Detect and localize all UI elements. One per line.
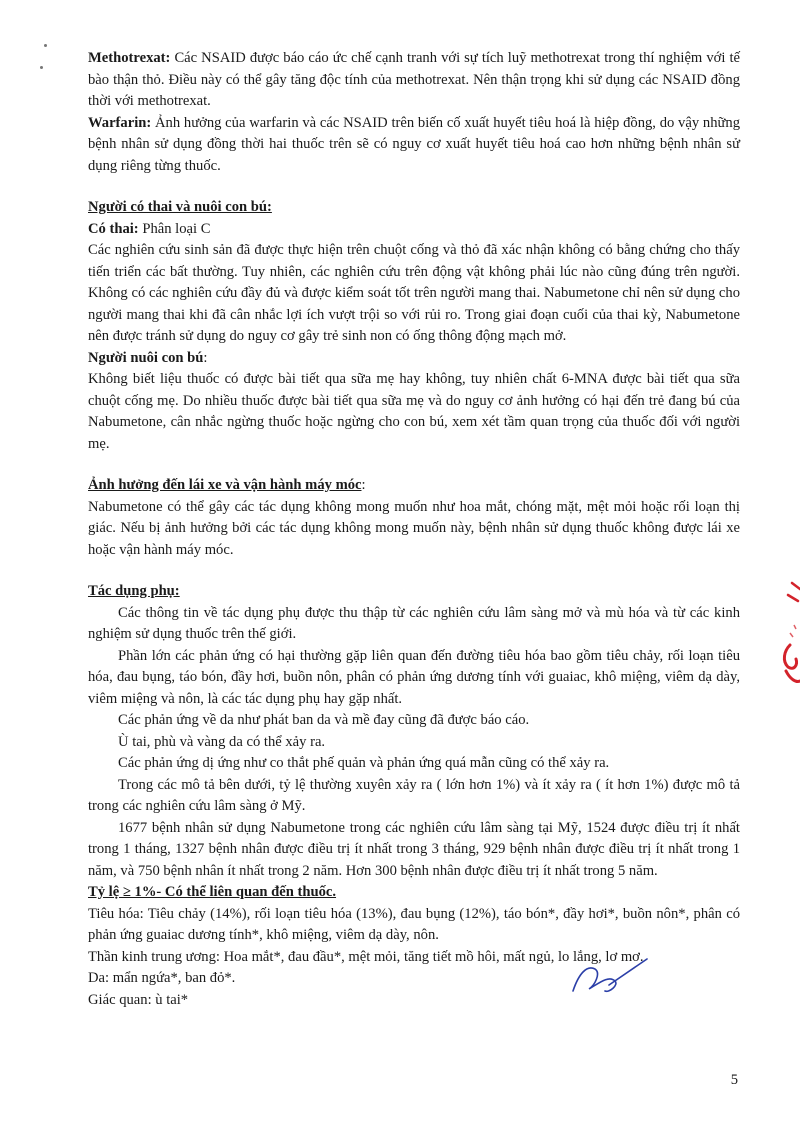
nursing-label: Người nuôi con bú <box>88 349 204 366</box>
side-effects-paragraph: Trong các mô tả bên dưới, tỷ lệ thường xuyên xảy ra ( lớn hơn 1%) và ít xảy ra ( ít hơn 1%) được mô tả trong các nghiên cứu lâm sàng ở Mỹ. <box>88 776 740 814</box>
side-effects-paragraph: Các phản ứng dị ứng như co thắt phế quản và phản ứng quá mẫn cũng có thể xảy ra. <box>118 755 610 771</box>
pregnant-category <box>88 219 740 241</box>
page-content <box>88 48 740 1011</box>
driving-colon: : <box>361 477 366 493</box>
incidence-line: Thần kinh trung ương: Hoa mắt*, đau đầu*, mệt mỏi, tăng tiết mồ hôi, mất ngủ, lo lắng, lơ mơ. <box>88 948 644 965</box>
red-stamp-fragment <box>760 575 800 725</box>
page-number: 5 <box>730 1072 738 1088</box>
side-effects-paragraph: Các thông tin về tác dụng phụ được thu thập từ các nghiên cứu lâm sàng mở và mù hóa và từ các kinh nghiệm sử dụng thuốc trên thế giới. <box>88 604 740 642</box>
side-effects-heading: Tác dụng phụ: <box>88 583 180 599</box>
incidence-line: Giác quan: ù tai* <box>88 991 189 1008</box>
scan-speck <box>44 44 47 47</box>
pregnancy-heading: Người có thai và nuôi con bú: <box>88 199 272 215</box>
driving-heading-line <box>88 475 740 497</box>
nursing-colon: : <box>203 349 208 366</box>
warfarin-label: Warfarin: <box>88 114 152 131</box>
incidence-line: Tiêu hóa: Tiêu chảy (14%), rối loạn tiêu hóa (13%), đau bụng (12%), táo bón*, đầy hơi*, buồn nôn*, phân có phản ứng guaiac dương tính*, khô miệng, viêm dạ dày, nôn. <box>88 905 740 943</box>
pregnant-text: Các nghiên cứu sinh sản đã được thực hiện trên chuột cống và thỏ đã xác nhận không có bằng chứng cho thấy tiến triển các bất thường. Tuy nhiên, các nghiên cứu trên động vật không phải lúc nào cũng đúng trên người. Không có các nghiên cứu đầy đủ và được kiểm soát tốt trên người mang thai. Nabumetone chỉ nên sử dụng cho người mang thai khi đã cân nhắc lợi ích vượt trội so với rủi ro. Trong giai đoạn cuối của thai kỳ, Nabumetone nên được tránh sử dụng do nguy cơ gây trẻ sinh non có ống thông động mạch mở. <box>88 242 740 344</box>
warfarin-text: Ảnh hưởng của warfarin và các NSAID trên biến cố xuất huyết tiêu hoá là hiệp đồng, do vậy những bệnh nhân sử dụng đồng thời hai thuốc trên sẽ có nguy cơ xuất huyết tiêu hoá cao hơn những bệnh nhân sử dụng riêng từng thuốc. <box>88 114 740 174</box>
driving-text: Nabumetone có thể gây các tác dụng không mong muốn như hoa mắt, chóng mặt, mệt mỏi hoặc rối loạn thị giác. Nếu bị ảnh hưởng bởi các tác dụng không mong muốn này, bệnh nhân sử dụng thuốc không được lái xe hoặc vận hành máy móc. <box>88 498 740 558</box>
incidence-heading: Tỷ lệ ≥ 1%- Có thể liên quan đến thuốc. <box>88 884 337 900</box>
driving-heading: Ảnh hưởng đến lái xe và vận hành máy móc <box>88 477 362 493</box>
side-effects-paragraph: 1677 bệnh nhân sử dụng Nabumetone trong các nghiên cứu lâm sàng tại Mỹ, 1524 được điều trị ít nhất trong 1 tháng, 1327 bệnh nhân được điều trị ít nhất trong 3 tháng, 929 bệnh nhân được điều trị ít nhất trong 1 năm, và 750 bệnh nhân ít nhất trong 2 năm. Hơn 300 bệnh nhân được điều trị ít nhất trong 5 năm. <box>88 819 740 879</box>
methotrexat-paragraph <box>88 48 740 113</box>
side-effects-paragraph: Phần lớn các phản ứng có hại thường gặp liên quan đến đường tiêu hóa bao gồm tiêu chảy, rối loạn tiêu hóa, đau bụng, táo bón, đầy hơi, buồn nôn, phân có phản ứng dương tính với guaiac, khô miệng, viêm dạ dày, viêm miệng và nôn, là các tác dụng phụ hay gặp nhất. <box>88 647 740 707</box>
nursing-text: Không biết liệu thuốc có được bài tiết qua sữa mẹ hay không, tuy nhiên chất 6-MNA được bài tiết qua sữa chuột cống mẹ. Do nhiều thuốc được bài tiết qua sữa mẹ và do nguy cơ ảnh hưởng có hại đến trẻ đang bú của Nabumetone, cân nhắc ngừng thuốc hoặc ngừng cho con bú, xem xét tầm quan trọng của thuốc đối với người mẹ. <box>88 371 740 452</box>
pregnant-label: Có thai: <box>88 220 139 237</box>
pregnant-value: Phân loại C <box>138 220 211 237</box>
handwritten-initial-mark <box>565 955 655 1005</box>
warfarin-paragraph <box>88 113 740 178</box>
nursing-label-line <box>88 348 740 370</box>
scan-speck <box>40 66 43 69</box>
methotrexat-text: Các NSAID được báo cáo ức chế cạnh tranh với sự tích luỹ methotrexat trong thí nghiệm với tế bào thận thỏ. Điều này có thể gây tăng độc tính của methotrexat. Nên thận trọng khi sử dụng các NSAID đồng thời với methotrexat. <box>88 50 740 109</box>
methotrexat-label: Methotrexat: <box>88 50 171 66</box>
incidence-line: Da: mẩn ngứa*, ban đỏ*. <box>88 970 236 986</box>
side-effects-paragraph: Các phản ứng về da như phát ban da và mề đay cũng đã được báo cáo. <box>118 712 530 728</box>
side-effects-paragraph: Ù tai, phù và vàng da có thể xảy ra. <box>118 733 326 750</box>
